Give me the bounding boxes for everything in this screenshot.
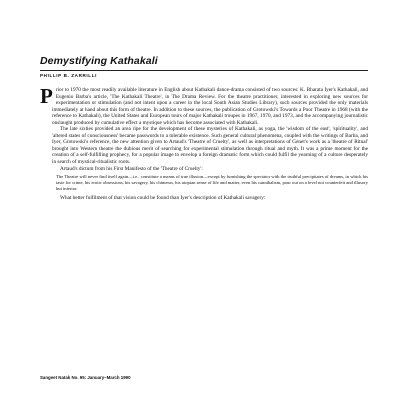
article-author: PHILLIP B. ZARRILLI	[40, 73, 97, 78]
drop-cap: P	[40, 84, 53, 108]
journal-citation: Sangeet Natak No. 95: January–March 1990	[40, 375, 131, 380]
block-quote: The Theatre will never find itself again—i.e., constitute a means of true illusion—except by furnishing the spectator with the truthful precipitates of dreams, in which his taste for crime, his erotic obsessions, his savagery, his chimeras, his utopian sense of life and matter, even his cannibalism, pour out on a level not counterfeit and illusory but interior.	[56, 174, 368, 191]
paragraph-1	[40, 84, 368, 126]
article-title: Demystifying Kathakali	[40, 55, 158, 67]
title-rule	[40, 70, 368, 71]
article-page	[40, 55, 368, 365]
paragraph-1-text: rior to 1970 the most readily available literature in English about Kathakali dance-drama consisted of two sources: K. Bharata Iyer's Kathakali, and Eugenio Barba's article, 'The Kathakali Theatre', in The Drama Review. For the theatre practitioner, interested in exploring new sources for experimentation or stimulation (and not intent upon a career in the local South Asian Studies Library), such sources provided the only materials immediately at hand about this form of theatre. In addition to these sources, the publication of Grotowski's Towards a Poor Theatre in 1968 (with the reference to Kathakali), the United States and European tours of major Kathakali troupes in 1967, 1970, and 1973, and the accompanying journalistic onslaught produced by cumulative effect a mystique which has become associated with Kathakali.	[52, 87, 368, 126]
paragraph-2: The late sixties provided an area ripe for the development of these mysteries of Kathakali, as yoga, the 'wisdom of the east', 'spirituality', and 'altered states of consciousness' became passwords to a tolerable existence. Such general cultural phenomena, coupled with the writings of Barba, and Iyer, Grotowski's reference, the new attention given to Artaud's 'Theatre of Cruelty', as well as interpretations of Genet's work as a 'theatre of Ritual' brought into Western theatre the dubious merit of searching for experimental stimulation through ritual and myth. It was a prime moment for the creation of a self-fulfilling prophecy, for a popular image to envelop a foreign dramatic form which could fulfil the yearning of a culture desperately in search of mystical-ritualistic roots.	[52, 126, 368, 166]
paragraph-3: Artaud's dictum from his First Manifesto of the 'Theatre of Cruelty':	[60, 165, 203, 172]
paragraph-4: What better fulfilment of that vision could be found than Iyer's description of Kathakali savagery:	[60, 194, 266, 201]
article-body	[40, 84, 368, 201]
